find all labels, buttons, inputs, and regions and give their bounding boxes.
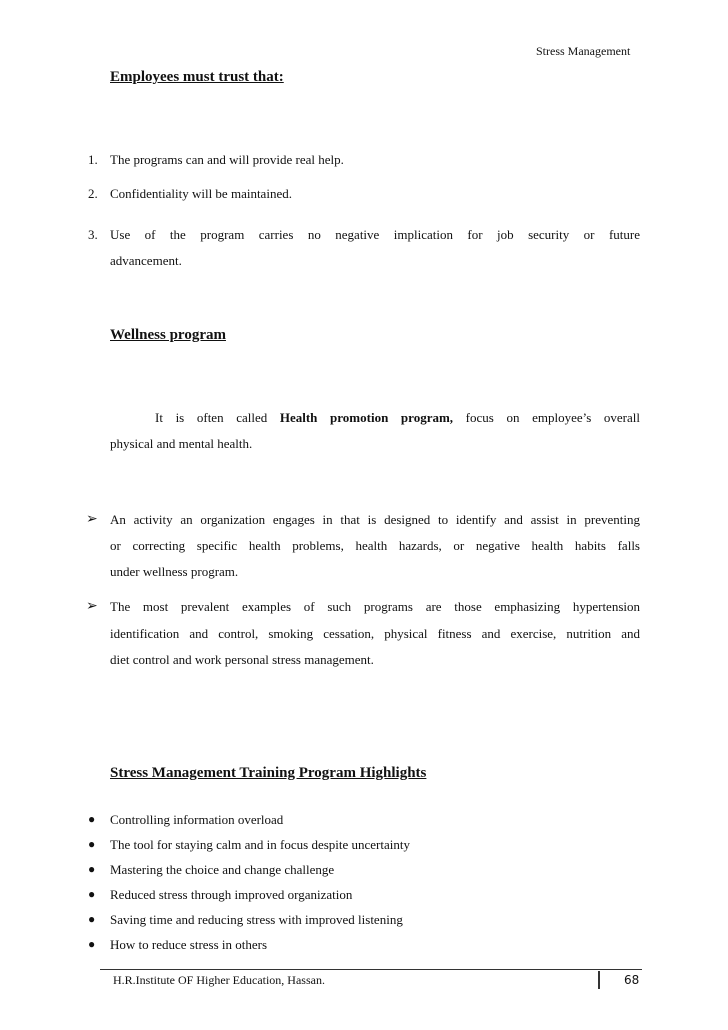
highlight-item: How to reduce stress in others — [110, 937, 268, 952]
list-number: 2. — [88, 186, 98, 201]
highlight-item: Saving time and reducing stress with improved listening — [110, 912, 403, 927]
highlight-item: Mastering the choice and change challenge — [110, 862, 335, 877]
intro-text: It is often called — [155, 410, 268, 425]
highlight-item: The tool for staying calm and in focus despite uncertainty — [110, 837, 410, 852]
bullet-dot-icon: ● — [88, 812, 96, 826]
intro-bold-term: Health promotion program, — [279, 410, 454, 425]
footer-institution: H.R.Institute OF Higher Education, Hassan. — [113, 973, 325, 987]
bullet-dot-icon: ● — [88, 912, 96, 926]
bullet-dot-icon: ● — [88, 937, 96, 951]
highlight-item: Reduced stress through improved organization — [110, 887, 353, 902]
arrow-bullet-icon: ➢ — [86, 599, 98, 614]
footer-divider — [598, 971, 600, 989]
bullet-item: An activity an organization engages in that is designed to identify and assist in preventing — [110, 512, 640, 527]
page-number: 68 — [624, 973, 640, 987]
list-item: The programs can and will provide real help. — [110, 152, 344, 167]
arrow-bullet-icon: ➢ — [86, 512, 98, 527]
intro-text: focus on employee’s overall — [465, 410, 640, 425]
bullet-dot-icon: ● — [88, 862, 96, 876]
bullet-dot-icon: ● — [88, 837, 96, 851]
bullet-dot-icon: ● — [88, 887, 96, 901]
running-header: Stress Management — [536, 44, 631, 58]
list-number: 1. — [88, 152, 98, 167]
bullet-item: identification and control, smoking cessation, physical fitness and exercise, nutrition and — [110, 626, 640, 641]
wellness-intro-continuation: physical and mental health. — [110, 436, 253, 451]
section-heading-wellness: Wellness program — [110, 327, 226, 343]
list-number: 3. — [88, 227, 98, 242]
list-item: Confidentiality will be maintained. — [110, 186, 292, 201]
bullet-item: or correcting specific health problems, health hazards, or negative health habits falls — [110, 538, 640, 553]
section-heading-highlights: Stress Management Training Program Highlights — [110, 765, 427, 781]
bullet-item: under wellness program. — [110, 564, 239, 579]
section-heading-trust: Employees must trust that: — [110, 69, 284, 85]
list-item: Use of the program carries no negative implication for job security or future — [110, 227, 640, 242]
bullet-item: The most prevalent examples of such programs are those emphasizing hypertension — [110, 599, 640, 614]
footer-rule — [100, 969, 642, 970]
highlight-item: Controlling information overload — [110, 812, 284, 827]
list-item-continuation: advancement. — [110, 253, 182, 268]
wellness-intro-line — [155, 410, 640, 426]
bullet-item: diet control and work personal stress management. — [110, 652, 374, 667]
